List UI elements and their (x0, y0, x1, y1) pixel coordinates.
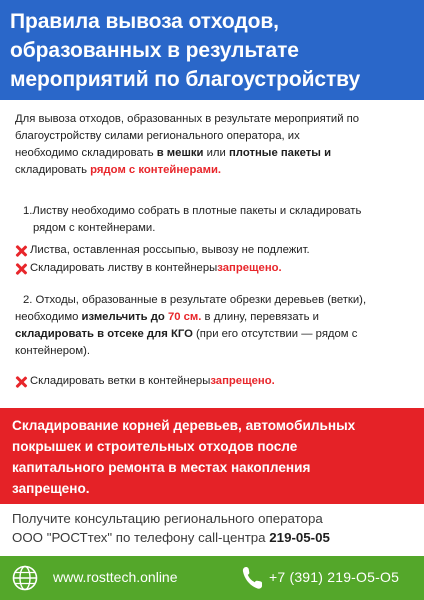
item-2-emphasis: складировать в отсеке для КГО (15, 328, 193, 340)
intro-text: необходимо складировать (15, 147, 157, 159)
intro-emphasis: в мешки (156, 147, 204, 159)
item-2-text: (при его отсутствии — рядом с (192, 328, 358, 340)
page-title-line-2: образованных в результате (10, 39, 299, 62)
banner-line: покрышек и строительных отходов после (12, 439, 298, 454)
intro-line-3 (15, 145, 359, 162)
item-2-text: необходимо (15, 311, 82, 323)
item-2-line-1: 2. Отходы, образованные в результате обрезки деревьев (ветки), (23, 294, 367, 306)
intro-line-2: благоустройству силами регионального оператора, их (15, 130, 300, 142)
item-2-line-2 (15, 309, 366, 326)
header (0, 0, 424, 100)
consult-line-2 (12, 528, 330, 547)
warning-item (15, 242, 310, 259)
item-1-line-2: рядом с контейнерами. (33, 222, 156, 234)
prohibition-banner (0, 408, 424, 504)
intro-highlight: рядом с контейнерами. (90, 164, 222, 176)
warning-text: Листва, оставленная россыпью, вывозу не подлежит. (30, 244, 310, 256)
cross-icon (15, 376, 27, 388)
intro-emphasis: плотные пакеты и (228, 147, 332, 159)
item-2-highlight: 70 см. (167, 311, 202, 323)
intro-line-1: Для вывоза отходов, образованных в результате мероприятий по (15, 113, 360, 125)
call-center-number: 219-05-05 (269, 530, 330, 545)
cross-icon (15, 263, 27, 275)
warning-item (15, 260, 282, 277)
globe-icon (12, 565, 38, 591)
banner-line: капитального ремонта в местах накопления (12, 460, 311, 475)
item-2 (15, 292, 366, 360)
warning-text: Складировать листву в контейнеры (30, 262, 218, 274)
warning-emphasis: запрещено. (210, 375, 275, 387)
item-2-emphasis: измельчить до (81, 311, 168, 323)
item-1 (23, 203, 361, 237)
warning-item (15, 373, 275, 390)
website-link[interactable]: www.rosttech.online (53, 569, 178, 585)
item-1-line-1: 1.Листву необходимо собрать в плотные пакеты и складировать (23, 205, 362, 217)
cross-icon (15, 245, 27, 257)
banner-line: Складирование корней деревьев, автомобильных (12, 418, 356, 433)
phone-icon (240, 565, 264, 591)
item-2-text: в длину, перевязать и (201, 311, 319, 323)
intro-line-4 (15, 162, 359, 179)
page-title-line-3: мероприятий по благоустройству (10, 68, 361, 91)
intro-text: или (203, 147, 229, 159)
consult-text: ООО "РОСТтех" по телефону call-центра (12, 530, 270, 545)
consultation-info (12, 509, 330, 547)
item-2-line-4: контейнером). (15, 345, 90, 357)
intro-text: складировать (15, 164, 91, 176)
item-2-line-3 (15, 326, 366, 343)
banner-line: запрещено. (12, 481, 90, 496)
phone-number-link[interactable]: +7 (391) 219-О5-О5 (269, 569, 400, 585)
page-title-line-1: Правила вывоза отходов, (10, 10, 279, 33)
consult-line-1: Получите консультацию регионального оператора (12, 511, 323, 526)
warning-emphasis: запрещено. (217, 262, 282, 274)
footer (0, 556, 424, 600)
warning-text: Складировать ветки в контейнеры (30, 375, 211, 387)
intro-paragraph (15, 111, 359, 179)
